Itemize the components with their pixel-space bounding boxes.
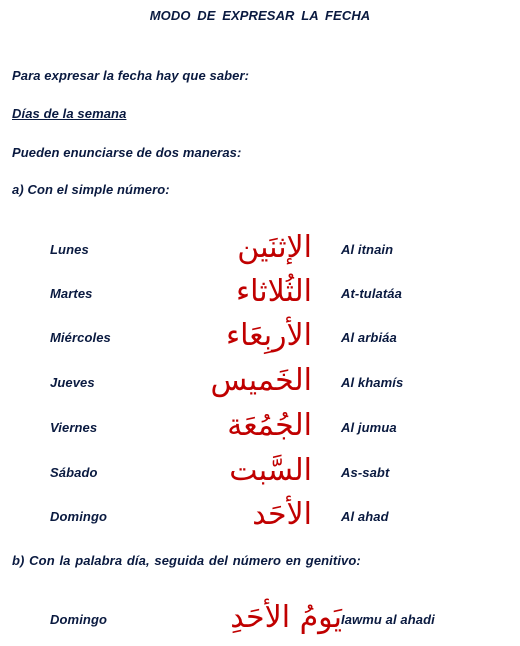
section-subheading: Días de la semana <box>12 106 127 121</box>
day-row-jueves <box>0 361 520 405</box>
page-title: MODO DE EXPRESAR LA FECHA <box>149 8 371 23</box>
ways-text: Pueden enunciarse de dos maneras: <box>12 145 242 160</box>
day-transliteration: At-tulatáa <box>341 286 402 301</box>
day-arabic: السَّبت <box>229 453 312 488</box>
day-row-sabado <box>0 451 520 495</box>
day-spanish: Lunes <box>50 242 89 257</box>
day-row-domingo <box>0 495 520 539</box>
day-transliteration: Al itnain <box>341 242 394 257</box>
day-row-miercoles <box>0 316 520 360</box>
day-spanish: Miércoles <box>50 330 111 345</box>
day-spanish: Viernes <box>50 420 98 435</box>
day-row-martes <box>0 272 520 316</box>
day-arabic: الخَميس <box>210 363 312 398</box>
day-transliteration: Al jumua <box>341 420 397 435</box>
day-spanish: Domingo <box>50 509 108 524</box>
day-transliteration: As-sabt <box>341 465 390 480</box>
day-arabic: الثُلاثاء <box>235 274 312 309</box>
day-transliteration: Al khamís <box>341 375 404 390</box>
day-arabic: الإثنَين <box>237 230 312 265</box>
day-arabic: الأحَد <box>252 497 312 532</box>
day-spanish: Sábado <box>50 465 98 480</box>
section-b-heading: b) Con la palabra día, seguida del número en genitivo: <box>12 553 361 568</box>
day-row-viernes <box>0 406 520 450</box>
genitive-example-row <box>0 598 520 642</box>
day-transliteration: Al ahad <box>341 509 389 524</box>
section-a-heading: a) Con el simple número: <box>12 182 170 197</box>
day-spanish: Domingo <box>50 612 108 627</box>
day-arabic: الأربِعَاء <box>225 318 312 353</box>
day-arabic: الجُمُعَة <box>227 408 312 443</box>
day-transliteration: Iawmu al ahadi <box>341 612 435 627</box>
day-spanish: Martes <box>50 286 93 301</box>
day-spanish: Jueves <box>50 375 95 390</box>
day-arabic: يَومُ الأحَدِ <box>230 600 342 635</box>
intro-text: Para expresar la fecha hay que saber: <box>12 68 250 83</box>
day-row-lunes <box>0 228 520 272</box>
day-transliteration: Al arbiáa <box>341 330 397 345</box>
